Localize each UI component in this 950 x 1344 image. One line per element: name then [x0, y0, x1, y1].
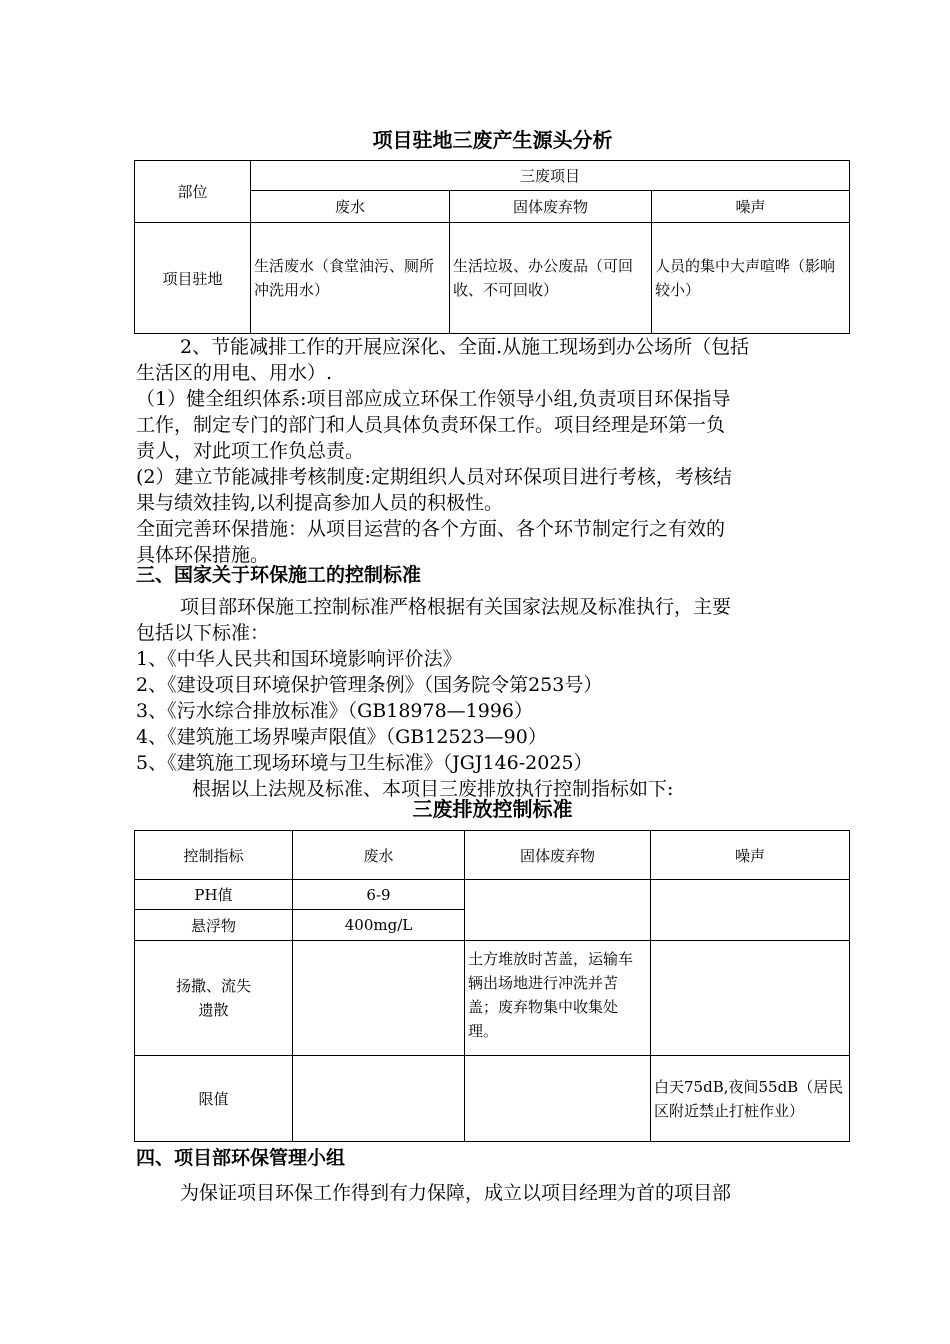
paragraph-line: 责人，对此项工作负总责。: [136, 440, 365, 462]
header-solid-waste: 固体废弃物: [465, 831, 651, 880]
cell-ph-value: 6-9: [293, 880, 465, 910]
section4-body: 为保证项目环保工作得到有力保障，成立以项目经理为首的项目部: [180, 1182, 732, 1204]
cell-suspended-solids-value: 400mg/L: [293, 910, 465, 941]
cell-noise: 人员的集中大声喧哗（影响较小）: [652, 223, 850, 334]
cell-empty: [293, 1056, 465, 1142]
header-noise: 噪声: [652, 191, 850, 223]
header-waste-group: 三废项目: [251, 161, 850, 191]
cell-solid-waste: 生活垃圾、办公废品（可回收、不可回收）: [450, 223, 652, 334]
header-wastewater: 废水: [251, 191, 450, 223]
emission-standard-table: [134, 830, 850, 1142]
section3-heading: 三、国家关于环保施工的控制标准: [136, 564, 422, 586]
cell-empty: [465, 880, 651, 941]
table2-title: 三废排放控制标准: [412, 797, 573, 821]
header-part: 部位: [135, 161, 251, 223]
paragraph-line: 包括以下标准：: [136, 622, 270, 644]
standard-list-item: 5、《建筑施工现场环境与卫生标准》（JGJ146-2025）: [136, 752, 593, 774]
paragraph-line: 根据以上法规及标准、本项目三废排放执行控制指标如下:: [192, 778, 674, 800]
table1-title: 项目驻地三废产生源头分析: [372, 128, 613, 152]
row-label-scatter: [135, 941, 293, 1056]
standard-list-item: 4、《建筑施工场界噪声限值》（GB12523—90）: [136, 726, 547, 748]
standard-list-item: 2、《建设项目环境保护管理条例》（国务院令第253号）: [136, 674, 603, 696]
cell-empty: [651, 880, 850, 941]
paragraph-energy-saving: [136, 334, 749, 568]
cell-empty: [651, 941, 850, 1056]
label-line: 扬撒、流失: [175, 977, 251, 995]
row-label-suspended-solids: 悬浮物: [135, 910, 293, 941]
paragraph-line: (2）建立节能减排考核制度:定期组织人员对环保项目进行考核，考核结: [136, 466, 732, 488]
cell-wastewater: 生活废水（食堂油污、厕所冲洗用水）: [251, 223, 450, 334]
cell-empty: [465, 1056, 651, 1142]
paragraph-line: 具体环保措施。: [136, 544, 270, 566]
header-noise: 噪声: [651, 831, 850, 880]
source-analysis-table: [134, 160, 850, 334]
label-line: 遗散: [198, 1001, 229, 1019]
paragraph-line: 项目部环保施工控制标准严格根据有关国家法规及标准执行，主要: [180, 596, 732, 618]
header-solid-waste: 固体废弃物: [450, 191, 652, 223]
paragraph-line: 工作，制定专门的部门和人员具体负责环保工作。项目经理是环第一负: [136, 414, 726, 436]
row-label-site: 项目驻地: [135, 223, 251, 334]
header-wastewater: 废水: [293, 831, 465, 880]
cell-empty: [293, 941, 465, 1056]
paragraph-line: 2、节能减排工作的开展应深化、全面.从施工现场到办公场所（包括: [180, 336, 750, 358]
paragraph-line: （1）健全组织体系:项目部应成立环保工作领导小组,负责项目环保指导: [136, 388, 731, 410]
section3-body: [136, 594, 731, 802]
section4-heading: 四、项目部环保管理小组: [136, 1147, 346, 1169]
paragraph-line: 全面完善环保措施：从项目运营的各个方面、各个环节制定行之有效的: [136, 518, 726, 540]
cell-noise-limit: 白天75dB,夜间55dB（居民区附近禁止打桩作业）: [651, 1056, 850, 1142]
cell-solid-waste-measures: 土方堆放时苫盖，运输车辆出场地进行冲洗并苫盖；废弃物集中收集处理。: [465, 941, 651, 1056]
paragraph-line: 果与绩效挂钩,以利提高参加人员的积极性。: [136, 492, 504, 514]
paragraph-line: 生活区的用电、用水）.: [136, 362, 333, 384]
standard-list-item: 1、《中华人民共和国环境影响评价法》: [136, 648, 462, 670]
row-label-limit: 限值: [135, 1056, 293, 1142]
row-label-ph: PH值: [135, 880, 293, 910]
standard-list-item: 3、《污水综合排放标准》（GB18978—1996）: [136, 700, 534, 722]
header-index: 控制指标: [135, 831, 293, 880]
